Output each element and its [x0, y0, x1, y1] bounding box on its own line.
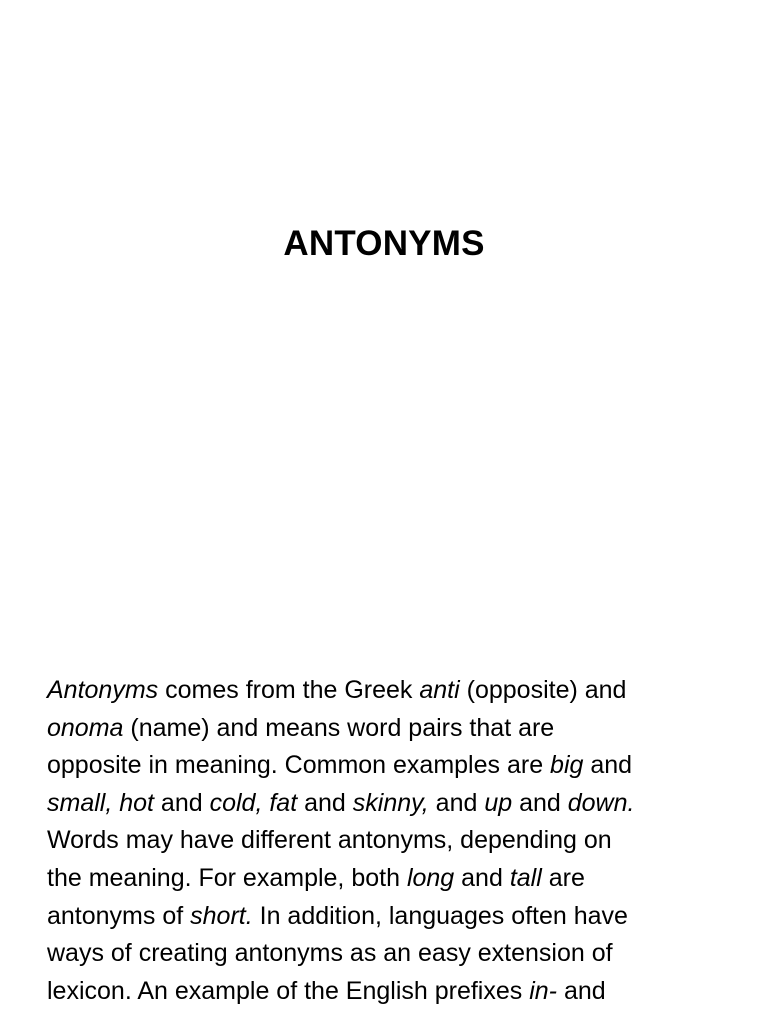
text-run: comes from the Greek	[158, 676, 420, 704]
text-run: and	[153, 788, 210, 817]
italic-term: tall	[509, 863, 542, 892]
text-run: the meaning. For example, both	[47, 863, 407, 892]
paragraph-line	[47, 672, 737, 710]
text-run: and	[512, 788, 568, 817]
text-run: and	[583, 751, 633, 780]
text-run: and	[297, 788, 353, 817]
paragraph-line	[47, 973, 737, 1011]
italic-term: down.	[567, 788, 635, 817]
italic-term: in-	[529, 976, 558, 1005]
italic-term: short.	[190, 901, 253, 930]
paragraph-line	[47, 860, 737, 898]
text-run: (name) and means word pairs that are	[123, 713, 555, 742]
paragraph-line	[47, 785, 737, 823]
italic-term: big	[550, 751, 584, 780]
paragraph-line	[47, 898, 737, 936]
text-run: (opposite) and	[459, 676, 627, 704]
italic-term: long	[406, 863, 455, 892]
text-run: Words may have different antonyms, depending on	[47, 826, 612, 855]
italic-term: small, hot	[47, 788, 154, 817]
italic-term: onoma	[47, 713, 124, 742]
text-run: opposite in meaning. Common examples are	[47, 751, 551, 780]
body-paragraph	[47, 672, 737, 1010]
paragraph-line	[47, 747, 737, 785]
text-run: lexicon. An example of the English prefixes	[47, 976, 530, 1005]
paragraph-line	[47, 710, 737, 748]
text-run: and	[557, 976, 606, 1005]
italic-term: anti	[419, 676, 460, 704]
text-run: ways of creating antonyms as an easy extension of	[47, 939, 613, 968]
text-run: antonyms of	[47, 901, 191, 930]
paragraph-line	[47, 822, 737, 860]
italic-term: skinny,	[352, 788, 429, 817]
text-run: and	[428, 788, 485, 817]
italic-term: cold, fat	[209, 788, 298, 817]
italic-term: Antonyms	[47, 676, 159, 704]
text-run: In addition, languages often have	[252, 901, 628, 930]
text-run: and	[454, 863, 510, 892]
page-title: ANTONYMS	[283, 224, 485, 263]
text-run: are	[541, 863, 585, 892]
italic-term: up	[484, 788, 513, 817]
paragraph-line	[47, 935, 737, 973]
